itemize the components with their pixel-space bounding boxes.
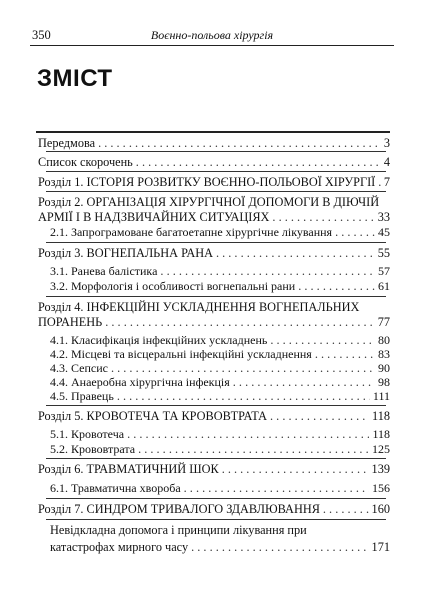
toc-entry-title: Розділ 4. ІНФЕКЦІЙНІ УСКЛАДНЕННЯ ВОГНЕПАЛЬНИХ: [38, 300, 360, 314]
toc-subentry-page: 156: [372, 481, 390, 495]
leader-dots: [136, 154, 381, 171]
toc-subentry-title: 3.1. Ранева балістика: [50, 264, 158, 278]
toc-entry-page: 7: [383, 175, 390, 189]
toc-entry-page: 118: [372, 409, 390, 423]
leader-dots: [117, 388, 370, 405]
toc-subentry-title: 5.2. Крововтрата: [50, 442, 136, 456]
toc-subentry-page: 83: [378, 347, 390, 361]
page-number: 350: [32, 28, 51, 42]
leader-dots: [378, 174, 381, 191]
toc-entry-title: Невідкладна допомога і принципи лікування при: [50, 523, 307, 537]
entry-divider: [46, 458, 386, 459]
toc-subentry-page: 80: [378, 333, 390, 347]
toc-entry-title-continued: ПОРАНЕНЬ: [38, 315, 103, 329]
toc-subentry-page: 125: [372, 442, 390, 456]
toc-entry-title-continued: катастрофах мирного часу: [50, 540, 189, 554]
toc-subentry-title: 6.1. Травматична хвороба: [50, 481, 181, 495]
toc-subentry-title: 4.2. Місцеві та вісцеральні інфекційні ускладнення: [50, 347, 312, 361]
toc-subentry-title: 4.4. Анаеробна хірургічна інфекція: [50, 375, 230, 389]
toc-entry-title: Розділ 5. КРОВОТЕЧА ТА КРОВОВТРАТА: [38, 409, 268, 423]
entry-divider: [46, 171, 386, 172]
entry-divider: [46, 296, 386, 297]
toc-heading: ЗМІСТ: [37, 65, 113, 92]
toc-entry-title: Розділ 6. ТРАВМАТИЧНИЙ ШОК: [38, 462, 219, 476]
toc-subentry-title: 4.3. Сепсис: [50, 361, 108, 375]
toc-subentry-page: 45: [378, 225, 390, 239]
toc-entry-title: Передмова: [38, 136, 96, 150]
toc-subentry-page: 61: [378, 279, 390, 293]
toc-entry-page: 33: [377, 210, 390, 224]
leader-dots: [323, 501, 369, 518]
leader-dots: [298, 278, 375, 295]
toc-entry-page: 160: [371, 502, 390, 516]
running-title: Воєнно-польова хірургія: [150, 28, 274, 42]
toc-subentry-page: 90: [378, 361, 390, 375]
leader-dots: [191, 539, 368, 556]
toc-subentry-page: 111: [372, 389, 390, 403]
entry-divider: [46, 519, 386, 520]
entry-divider: [46, 405, 386, 406]
toc-entry-title: Список скорочень: [38, 155, 133, 169]
toc-entry-page: 4: [383, 155, 390, 169]
leader-dots: [270, 408, 369, 425]
leader-dots: [105, 314, 374, 331]
leader-dots: [184, 480, 369, 497]
toc-subentry-title: 5.1. Кровотеча: [50, 427, 125, 441]
toc-subentry-title: 4.1. Класифікація інфекційних ускладнень: [50, 333, 268, 347]
entry-divider: [46, 151, 386, 152]
toc-subentry-title: 3.2. Морфологія і особливості вогнепальні рани: [50, 279, 296, 293]
toc-subentry-title: 4.5. Правець: [50, 389, 114, 403]
toc-entry-title: Розділ 2. ОРГАНІЗАЦІЯ ХІРУРГІЧНОЇ ДОПОМОГИ В ДІЮЧІЙ: [38, 195, 380, 209]
toc-subentry-page: 118: [372, 427, 390, 441]
toc-subentry-title: 2.1. Запрограмоване багатоетапне хірургічне лікування: [50, 225, 333, 239]
toc-entry-page: 55: [377, 246, 390, 260]
toc-entry-title: Розділ 1. ІСТОРІЯ РОЗВИТКУ ВОЄННО-ПОЛЬОВОЇ ХІРУРГІЇ: [38, 175, 376, 189]
entry-divider: [46, 242, 386, 243]
entry-divider: [46, 191, 386, 192]
leader-dots: [335, 224, 375, 241]
toc-entry-title: Розділ 7. СИНДРОМ ТРИВАЛОГО ЗДАВЛЮВАННЯ: [38, 502, 320, 516]
toc-entry-page: 3: [383, 136, 390, 150]
leader-dots: [222, 461, 369, 478]
leader-dots: [138, 441, 369, 458]
toc-entry-page: 77: [377, 315, 390, 329]
toc-entry-page: 139: [371, 462, 390, 476]
entry-divider: [46, 498, 386, 499]
toc-entry-page: 171: [371, 540, 390, 554]
leader-dots: [216, 245, 375, 262]
toc-entry-title: Розділ 3. ВОГНЕПАЛЬНА РАНА: [38, 246, 213, 260]
toc-subentry-page: 57: [378, 264, 390, 278]
toc-entry-title-continued: АРМІЇ І В НАДЗВИЧАЙНИХ СИТУАЦІЯХ: [38, 210, 270, 224]
leader-dots: [98, 135, 381, 152]
toc-subentry-page: 98: [378, 375, 390, 389]
